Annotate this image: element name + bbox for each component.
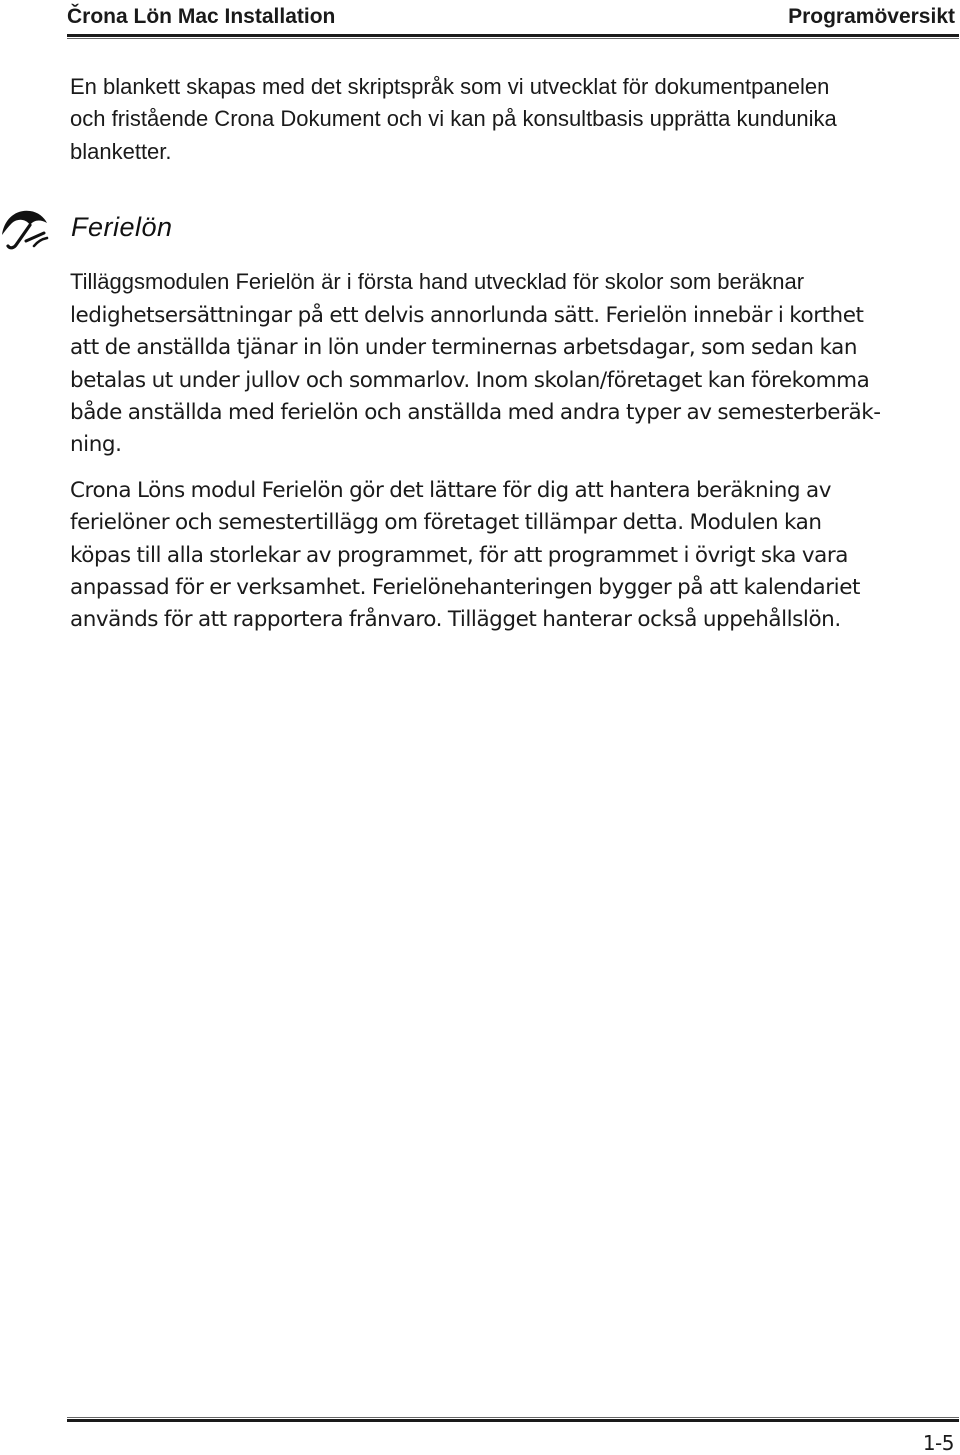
footer-rule [67, 1419, 959, 1422]
umbrella-icon [0, 205, 52, 251]
text-line: ferielöner och semestertillägg om företaget tillämpar detta. Modulen kan [70, 510, 822, 536]
module-paragraph-body [70, 300, 950, 461]
header-rule-thin [67, 38, 959, 39]
text-line: Crona Löns modul Ferielön gör det lättare för dig att hantera beräkning av [70, 478, 831, 503]
text-line: Tilläggsmodulen Ferielön är i första hand utvecklad för skolor som beräknar [70, 269, 805, 294]
text-line: och fristående Crona Dokument och vi kan på konsultbasis upprätta kundunika [70, 106, 837, 132]
text-line: köpas till alla storlekar av programmet, för att programmet i övrigt ska vara [70, 542, 848, 568]
text-line: används för att rapportera frånvaro. Tillägget hanterar också uppehållslön. [70, 607, 841, 633]
footer-rule-thin [67, 1417, 959, 1418]
text-line: att de anställda tjänar in lön under terminernas arbetsdagar, som sedan kan [70, 335, 857, 361]
section-heading: Ferielön [71, 212, 173, 242]
document-title: Črona Lön Mac Installation [67, 5, 336, 28]
module-paragraph-details [70, 475, 950, 636]
text-line: En blankett skapas med det skriptspråk som vi utvecklat för dokumentpanelen [70, 74, 830, 99]
text-line: anpassad för er verksamhet. Ferielönehanteringen bygger på att kalendariet [70, 574, 860, 600]
page-header [67, 2, 957, 34]
intro-paragraph [70, 71, 950, 168]
page-number: 1-5 [922, 1431, 954, 1455]
text-line: både anställda med ferielön och anställda med andra typer av semesterberäk- [70, 399, 881, 425]
text-line: ledighetsersättningar på ett delvis annorlunda sätt. Ferielön innebär i korthet [70, 303, 864, 328]
chapter-title: Programöversikt [788, 5, 955, 28]
module-paragraph-lead [70, 266, 950, 298]
text-line: betalas ut under jullov och sommarlov. Inom skolan/företaget kan förekomma [70, 367, 870, 393]
text-line: ning. [70, 432, 122, 458]
text-line: blanketter. [70, 138, 172, 164]
header-rule [67, 34, 959, 37]
